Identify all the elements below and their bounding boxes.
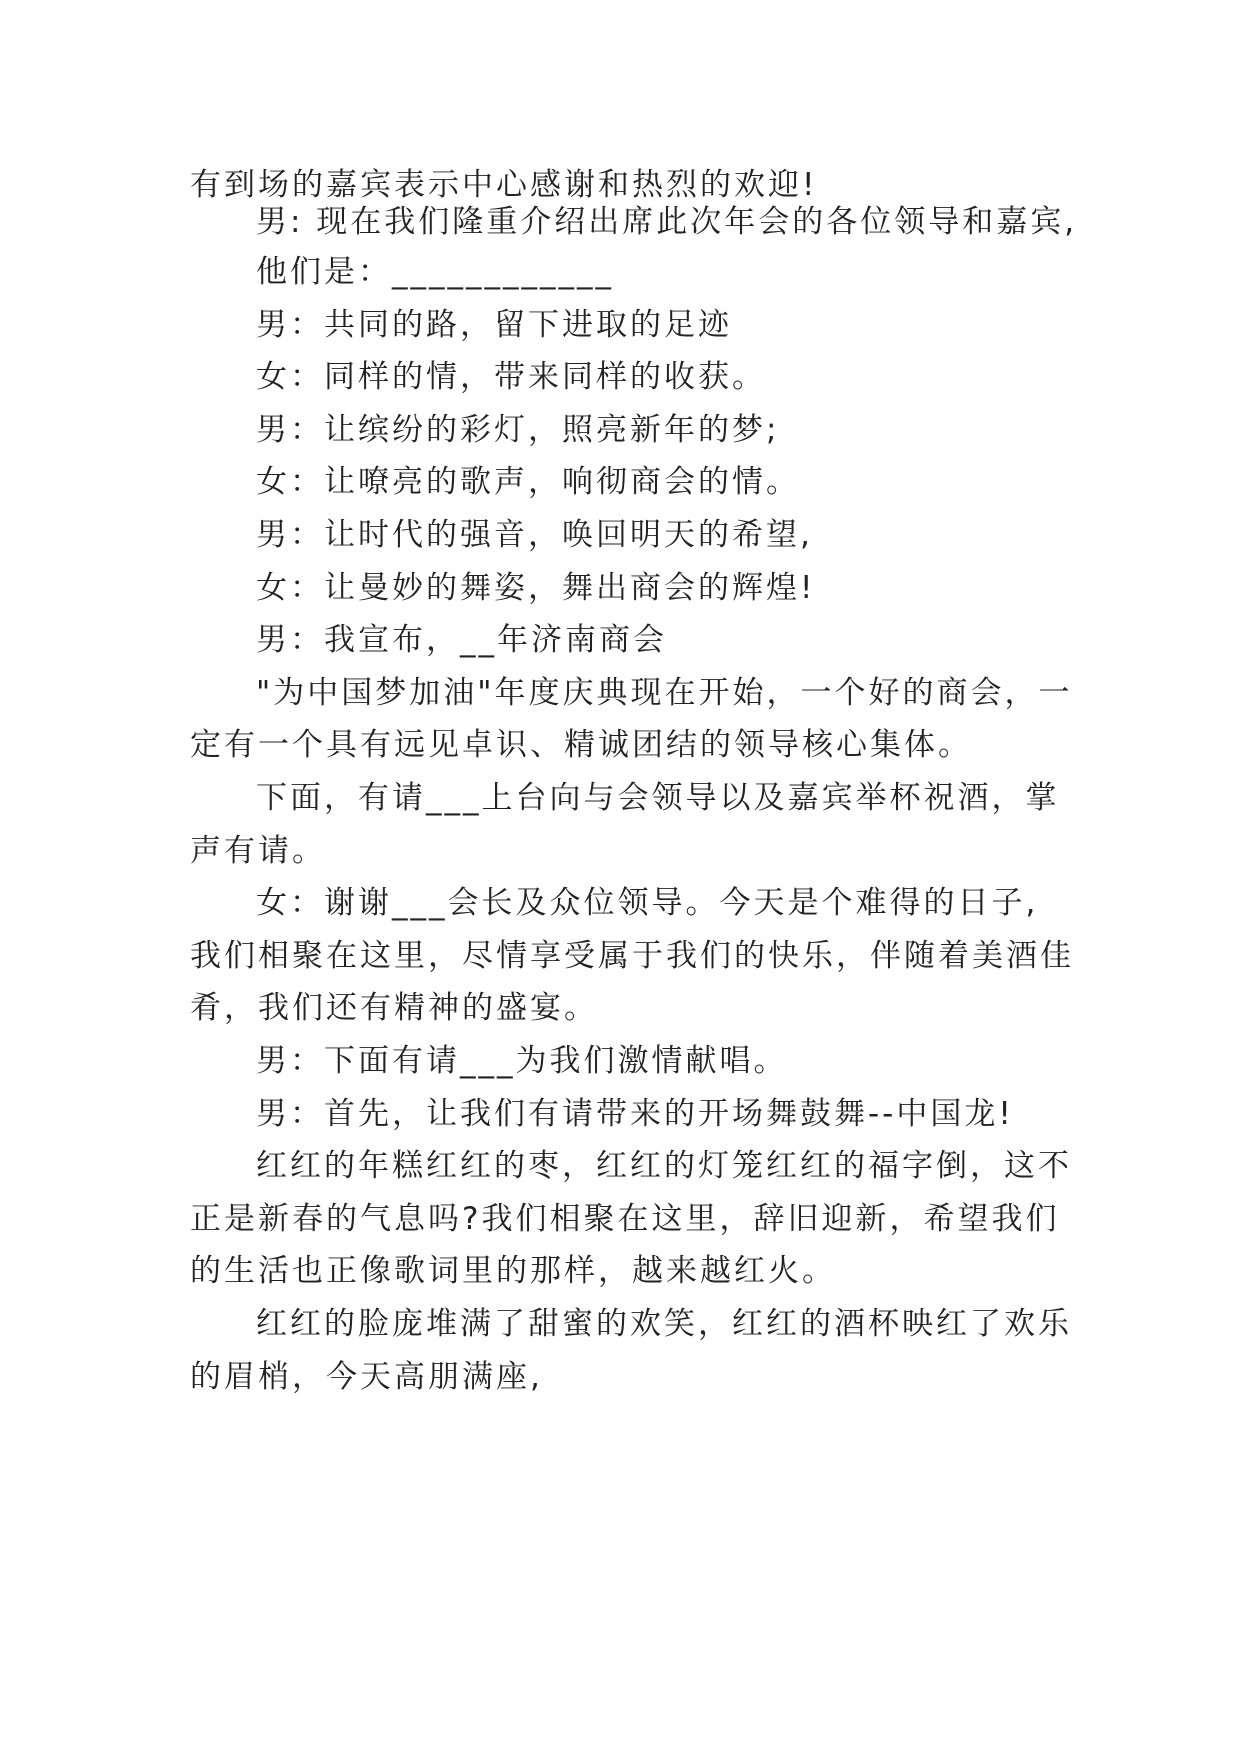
text-line: 我们相聚在这里，尽情享受属于我们的快乐，伴随着美酒佳 xyxy=(190,938,1074,974)
text-line: 红红的脸庞堆满了甜蜜的欢笑，红红的酒杯映红了欢乐 xyxy=(256,1306,1072,1342)
text-line: 男：让缤纷的彩灯，照亮新年的梦; xyxy=(256,412,780,448)
text-line: 的生活也正像歌词里的那样，越来越红火。 xyxy=(190,1253,836,1289)
text-line: 男: 现在我们隆重介绍出席此次年会的各位领导和嘉宾, xyxy=(256,204,1078,240)
text-line: 的眉梢，今天高朋满座, xyxy=(190,1359,543,1395)
text-line: "为中国梦加油"年度庆典现在开始，一个好的商会，一 xyxy=(256,675,1073,711)
text-line: 有到场的嘉宾表示中心感谢和热烈的欢迎! xyxy=(190,167,818,203)
text-line: 肴，我们还有精神的盛宴。 xyxy=(190,990,598,1026)
text-line: 下面，有请___上台向与会领导以及嘉宾举杯祝酒，掌 xyxy=(256,780,1060,816)
text-line: 男：下面有请___为我们激情献唱。 xyxy=(256,1043,788,1079)
text-line: 男：我宣布，__年济南商会 xyxy=(256,622,667,658)
text-line: 男：首先，让我们有请带来的开场舞鼓舞--中国龙! xyxy=(256,1096,1014,1132)
text-line: 女：谢谢___会长及众位领导。今天是个难得的日子, xyxy=(256,885,1039,921)
text-line: 女：让嘹亮的歌声，响彻商会的情。 xyxy=(256,464,800,500)
text-line: 声有请。 xyxy=(190,833,326,869)
text-line: 正是新春的气息吗?我们相聚在这里，辞旧迎新，希望我们 xyxy=(190,1201,1060,1237)
text-line: 红红的年糕红红的枣，红红的灯笼红红的福字倒，这不 xyxy=(256,1148,1072,1184)
text-line: 女：让曼妙的舞姿，舞出商会的辉煌! xyxy=(256,570,816,606)
text-line: 男：让时代的强音，唤回明天的希望, xyxy=(256,517,813,553)
text-line: 他们是：____________ xyxy=(256,254,614,290)
text-line: 女：同样的情，带来同样的收获。 xyxy=(256,359,766,395)
text-line: 男：共同的路，留下进取的足迹 xyxy=(256,307,732,343)
text-line: 定有一个具有远见卓识、精诚团结的领导核心集体。 xyxy=(190,727,972,763)
